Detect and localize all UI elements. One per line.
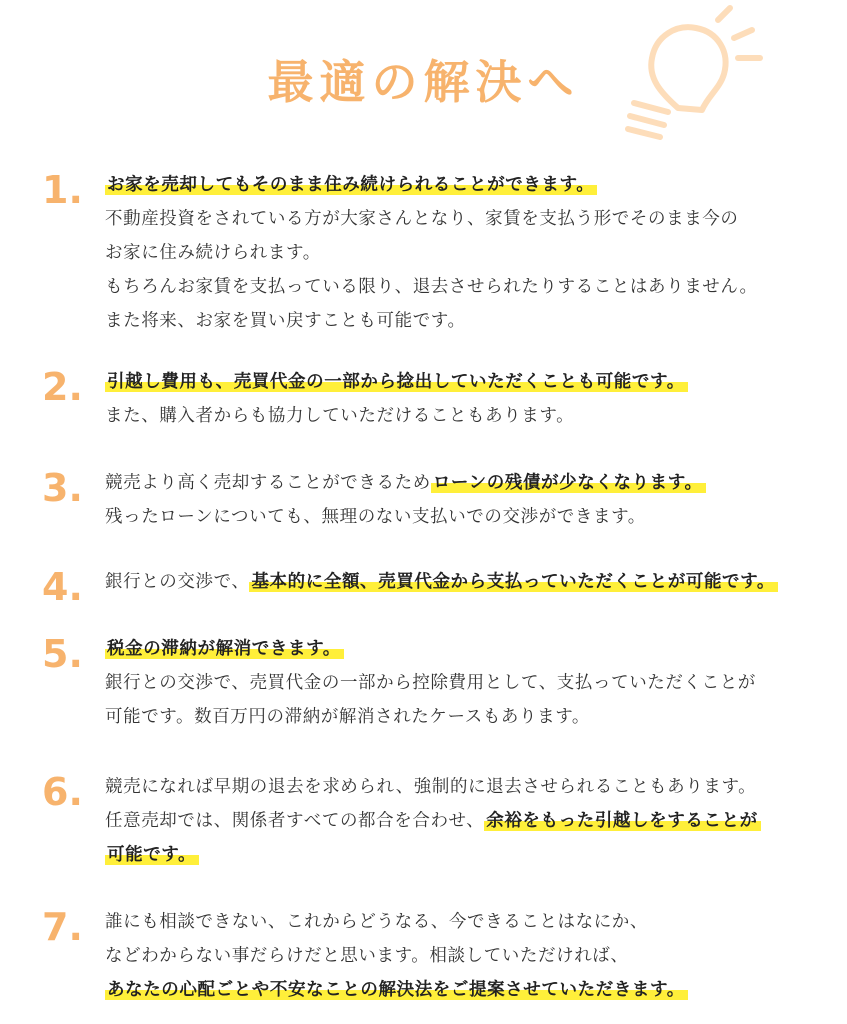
item-number: 1.: [42, 168, 83, 212]
item-number: 5.: [42, 632, 83, 676]
body-text: また、購入者からも協力していただけることもあります。: [105, 406, 575, 426]
body-text: 任意売却では、関係者すべての都合を合わせ、: [105, 811, 485, 831]
item-line: [105, 270, 835, 304]
item-number: 7.: [42, 905, 83, 949]
body-text: 残ったローンについても、無理のない支払いでの交渉ができます。: [105, 507, 646, 527]
highlighted-text: 税金の滞納が解消できます。: [105, 639, 344, 659]
item-line: [105, 304, 835, 338]
item-line: [105, 565, 835, 599]
body-text: 銀行との交渉で、: [105, 572, 250, 592]
highlighted-text: 基本的に全額、売買代金から支払っていただくことが可能です。: [249, 572, 778, 592]
item-text: [105, 466, 835, 534]
body-text: 不動産投資をされている方が大家さんとなり、家賃を支払う形でそのまま今の: [105, 209, 739, 229]
item-line: [105, 770, 835, 804]
item-number: 6.: [42, 770, 83, 814]
highlighted-text: あなたの心配ごとや不安なことの解決法をご提案させていただきます。: [105, 980, 688, 1000]
highlighted-text: 引越し費用も、売買代金の一部から捻出していただくことも可能です。: [105, 372, 688, 392]
item-line: [105, 202, 835, 236]
item-text: [105, 632, 835, 734]
item-line: [105, 399, 835, 433]
item-line: [105, 939, 835, 973]
highlighted-text: 余裕をもった引越しをすることが: [484, 811, 761, 831]
highlighted-text: 可能です。: [105, 845, 199, 865]
body-text: 可能です。数百万円の滞納が解消されたケースもあります。: [105, 707, 591, 727]
item-number: 4.: [42, 565, 83, 609]
body-text: もちろんお家賃を支払っている限り、退去させられたりすることはありません。: [105, 277, 758, 297]
item-line: [105, 632, 835, 666]
highlighted-text: お家を売却してもそのまま住み続けられることができます。: [105, 175, 597, 195]
item-line: [105, 905, 835, 939]
body-text: 競売になれば早期の退去を求められ、強制的に退去させられることもあります。: [105, 777, 757, 797]
item-number: 3.: [42, 466, 83, 510]
item-line: [105, 466, 835, 500]
item-text: [105, 365, 835, 433]
item-line: [105, 838, 835, 872]
item-line: [105, 666, 835, 700]
item-line: [105, 804, 835, 838]
body-text: お家に住み続けられます。: [105, 243, 321, 263]
item-line: [105, 168, 835, 202]
highlighted-text: ローンの残債が少なくなります。: [431, 473, 706, 493]
item-line: [105, 973, 835, 1007]
item-text: [105, 770, 835, 872]
body-text: また将来、お家を買い戻すことも可能です。: [105, 311, 466, 331]
item-line: [105, 236, 835, 270]
item-text: [105, 168, 835, 338]
item-line: [105, 500, 835, 534]
item-number: 2.: [42, 365, 83, 409]
body-text: などわからない事だらけだと思います。相談していただければ、: [105, 946, 629, 966]
page-title: 最適の解決へ: [267, 55, 580, 109]
item-text: [105, 905, 835, 1007]
body-text: 競売より高く売却することができるため: [105, 473, 431, 493]
item-line: [105, 700, 835, 734]
item-line: [105, 365, 835, 399]
body-text: 銀行との交渉で、売買代金の一部から控除費用として、支払っていただくことが: [105, 673, 756, 693]
body-text: 誰にも相談できない、これからどうなる、今できることはなにか、: [105, 912, 648, 932]
item-text: [105, 565, 835, 599]
